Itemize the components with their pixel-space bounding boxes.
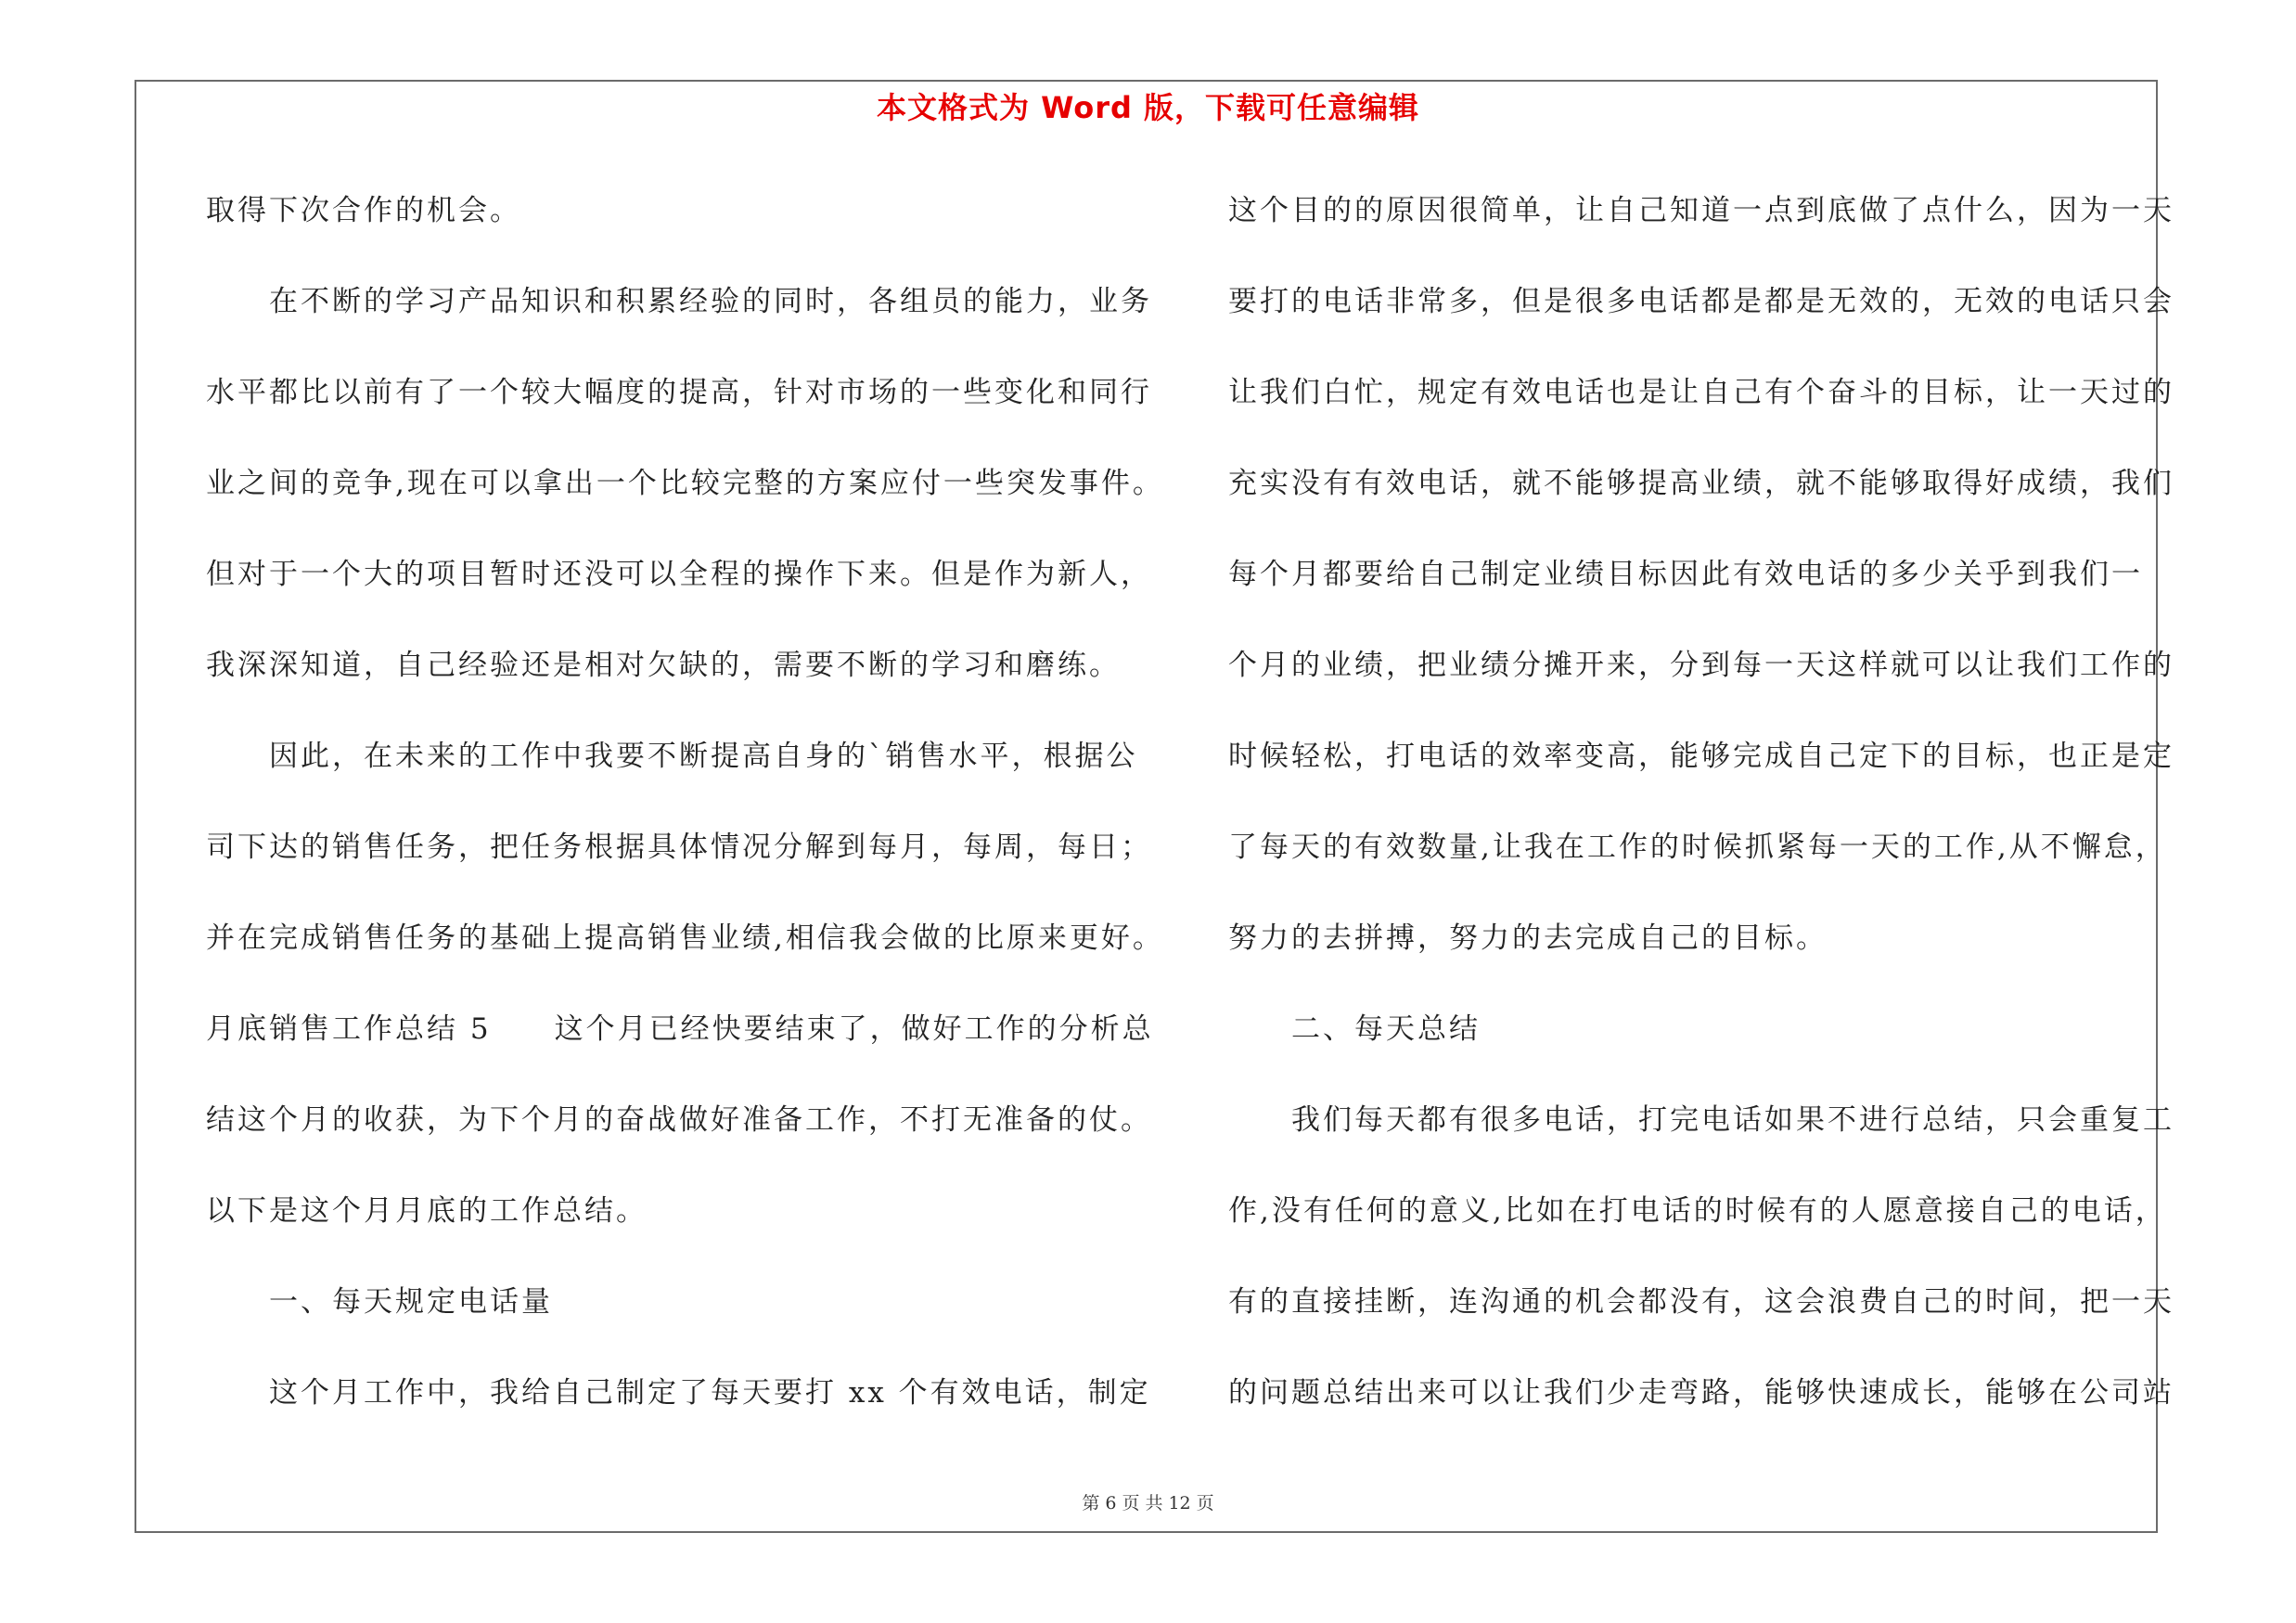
text-line: 时候轻松，打电话的效率变高，能够完成自己定下的目标，也正是定	[1228, 740, 2174, 773]
text-line: 有的直接挂断，连沟通的机会都没有，这会浪费自己的时间，把一天	[1228, 1285, 2174, 1319]
text-line: 在不断的学习产品知识和积累经验的同时，各组员的能力，业务	[269, 285, 1152, 318]
text-line: 二、每天总结	[1291, 1012, 1481, 1046]
text-line: 努力的去拼搏，努力的去完成自己的目标。	[1228, 921, 1828, 955]
page-unit: 页	[1122, 1493, 1140, 1514]
text-line: 一、每天规定电话量	[269, 1285, 553, 1319]
text-line: 这个月工作中，我给自己制定了每天要打 xx 个有效电话，制定	[269, 1376, 1151, 1410]
text-line: 个月的业绩，把业绩分摊开来，分到每一天这样就可以让我们工作的	[1228, 649, 2174, 682]
total-unit: 页	[1196, 1493, 1214, 1514]
right-column	[1228, 184, 2174, 1457]
page-number-footer	[0, 1491, 2296, 1515]
left-column	[206, 184, 1164, 1457]
text-line: 结这个月的收获，为下个月的奋战做好准备工作，不打无准备的仗。	[206, 1103, 1152, 1137]
current-page-number: 6	[1105, 1493, 1117, 1514]
text-line: 每个月都要给自己制定业绩目标因此有效电话的多少关乎到我们一	[1228, 558, 2143, 591]
text-line: 取得下次合作的机会。	[206, 194, 521, 227]
text-line: 让我们白忙，规定有效电话也是让自己有个奋斗的目标，让一天过的	[1228, 376, 2174, 409]
text-line: 要打的电话非常多，但是很多电话都是都是无效的，无效的电话只会	[1228, 285, 2174, 318]
text-line: 因此，在未来的工作中我要不断提高自身的`销售水平，根据公	[269, 740, 1138, 773]
total-pages-number: 12	[1168, 1493, 1191, 1514]
page-prefix: 第	[1082, 1493, 1100, 1514]
text-line: 水平都比以前有了一个较大幅度的提高，针对市场的一些变化和同行	[206, 376, 1152, 409]
text-line: 以下是这个月月底的工作总结。	[206, 1194, 648, 1228]
total-prefix: 共	[1145, 1493, 1163, 1514]
text-line: 作,没有任何的意义,比如在打电话的时候有的人愿意接自己的电话，	[1228, 1194, 2167, 1228]
text-line: 的问题总结出来可以让我们少走弯路，能够快速成长，能够在公司站	[1228, 1376, 2174, 1410]
text-line: 了每天的有效数量,让我在工作的时候抓紧每一天的工作,从不懈怠，	[1228, 831, 2167, 864]
text-line: 我深深知道，自己经验还是相对欠缺的，需要不断的学习和磨练。	[206, 649, 1121, 682]
text-line: 业之间的竞争,现在可以拿出一个比较完整的方案应付一些突发事件。	[206, 467, 1164, 500]
text-line: 我们每天都有很多电话，打完电话如果不进行总结，只会重复工	[1291, 1103, 2174, 1137]
text-line: 并在完成销售任务的基础上提高销售业绩,相信我会做的比原来更好。	[206, 921, 1164, 955]
text-line: 充实没有有效电话，就不能够提高业绩，就不能够取得好成绩，我们	[1228, 467, 2174, 500]
text-line: 司下达的销售任务，把任务根据具体情况分解到每月，每周，每日；	[206, 831, 1152, 864]
text-line: 但对于一个大的项目暂时还没可以全程的操作下来。但是作为新人，	[206, 558, 1152, 591]
text-line: 月底销售工作总结 5 这个月已经快要结束了，做好工作的分析总	[206, 1012, 1154, 1046]
text-line: 这个目的的原因很简单，让自己知道一点到底做了点什么，因为一天	[1228, 194, 2174, 227]
word-format-banner: 本文格式为 Word 版，下载可任意编辑	[876, 90, 1420, 125]
